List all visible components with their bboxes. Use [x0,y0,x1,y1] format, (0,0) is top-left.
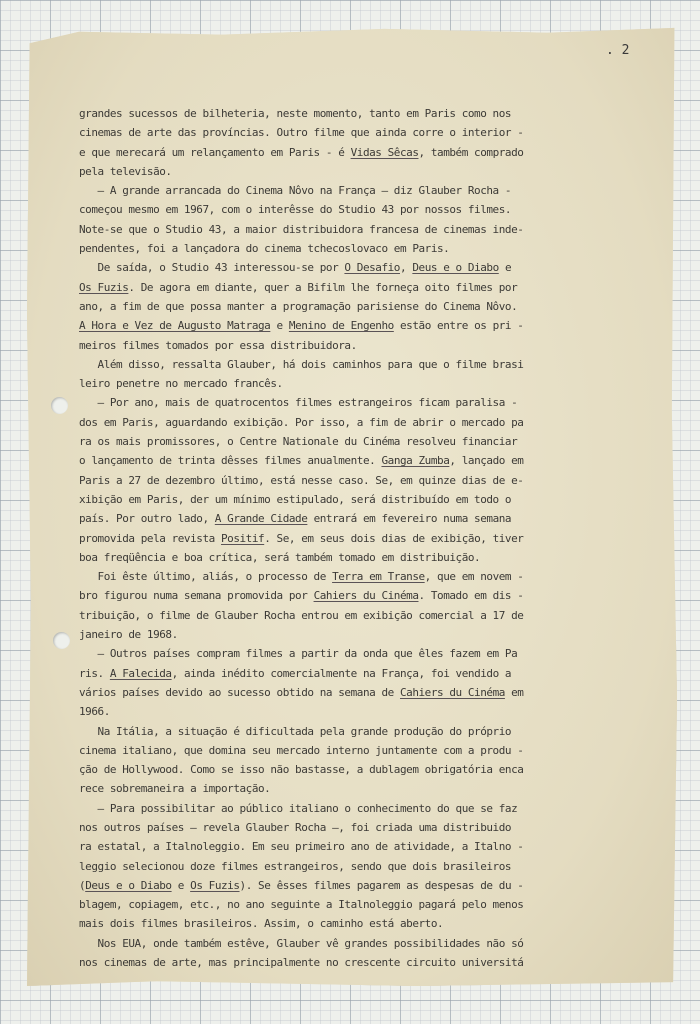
text-segment: , lançado em [449,454,524,468]
text-segment: pendentes, foi a lançadora do cinema tchecoslovaco em Paris. [79,242,450,256]
text-segment: — Outros países compram filmes a partir da onda que êles fazem em Pa [79,647,518,661]
text-line [79,278,639,297]
text-line [79,529,639,548]
text-segment: rece sobremaneira a importação. [79,782,271,796]
text-segment: , [399,261,413,275]
underlined-title: O Desafio [344,261,400,275]
text-line [79,741,639,760]
text-line [79,953,639,972]
text-line [79,374,639,393]
text-line [79,683,639,702]
text-segment: , também comprado [418,145,524,159]
text-line [79,413,639,432]
punch-hole-left-upper [51,397,68,414]
text-line [79,258,639,277]
underlined-title: Ganga Zumba [381,454,450,468]
underlined-title: A Grande Cidade [214,512,308,526]
text-line [79,895,639,914]
text-line [79,818,639,837]
underlined-title: A Falecida [109,666,172,680]
text-segment: , que em novem - [424,570,524,584]
text-segment: janeiro de 1968. [79,628,178,642]
text-line [79,722,639,741]
text-line [79,162,639,181]
text-segment: . De agora em diante, quer a Bifilm lhe forneça oito filmes por [128,280,518,294]
text-line [79,490,639,509]
text-line [79,181,639,200]
text-segment: Na Itália, a situação é dificultada pela grande produção do próprio [79,724,512,738]
text-segment: nos cinemas de arte, mas principalmente no crescente circuito universitá [79,956,524,970]
text-segment: tribuição, o filme de Glauber Rocha entrou em exibição comercial a 17 de [79,608,524,622]
text-segment: blagem, copiagem, etc., no ano seguinte a Italnoleggio pagará pelo menos [79,898,524,912]
document-body [79,104,639,972]
text-line [79,143,639,162]
text-line [79,355,639,374]
text-segment: Foi êste último, aliás, o processo de [79,570,333,584]
text-line [79,606,639,625]
underlined-title: Os Fuzis [79,280,129,294]
text-segment: promovida pela revista [79,531,221,545]
underlined-title: Terra em Transe [332,570,425,584]
text-segment: . Tomado em dis - [418,589,524,603]
text-line [79,876,639,895]
text-segment: vários países devido ao sucesso obtido na semana de [79,685,400,699]
text-segment: e [498,261,512,275]
text-line [79,509,639,528]
text-segment: pela televisão. [79,164,172,178]
text-line [79,625,639,644]
text-segment: e que merecará um relançamento em Paris - é [79,145,351,159]
text-segment: grandes sucessos de bilheteria, neste momento, tanto em Paris como nos [79,107,512,120]
text-segment: país. Por outro lado, [79,512,215,526]
text-segment: ris. [79,666,110,680]
text-segment: o lançamento de trinta dêsses filmes anualmente. [79,454,382,468]
punch-hole-left-lower [53,632,70,649]
underlined-title: Cahiers du Cinéma [313,589,419,603]
text-line [79,934,639,953]
text-segment: . Se, em seus dois dias de exibição, tiver [264,531,524,545]
text-segment: ano, a fim de que possa manter a programação parisiense do Cinema Nôvo. [79,299,518,313]
text-segment: Paris a 27 de dezembro último, está nesse caso. Se, em quinze dias de e- [79,473,524,487]
text-line [79,220,639,239]
underlined-title: Positif [220,531,265,545]
text-segment: Nos EUA, onde também estêve, Glauber vê grandes possibilidades não só [79,936,524,950]
underlined-title: Vidas Sêcas [350,145,419,159]
text-line [79,567,639,586]
text-segment: leiro penetre no mercado francês. [79,377,283,391]
text-segment: ção de Hollywood. Como se isso não bastasse, a dublagem obrigatória enca [79,763,524,777]
text-segment: nos outros países — revela Glauber Rocha —, foi criada uma distribuido [79,820,512,834]
text-segment: ra os mais promissores, o Centre Nationale du Cinéma resolveu financiar [79,435,518,449]
underlined-title: Deus e o Diabo [412,261,499,275]
text-segment: cinema italiano, que domina seu mercado interno juntamente com a produ - [79,743,524,757]
text-segment: — A grande arrancada do Cinema Nôvo na França — diz Glauber Rocha - [79,184,512,198]
text-line [79,548,639,567]
text-segment: Note-se que o Studio 43, a maior distribuidora francesa de cinemas inde- [79,222,524,236]
text-segment: entrará em fevereiro numa semana [307,512,512,526]
underlined-title: Os Fuzis [190,878,240,892]
text-line [79,702,639,721]
text-line [79,336,639,355]
text-segment: e [171,878,191,892]
text-line [79,239,639,258]
text-segment: dos em Paris, aguardando exibição. Por isso, a fim de abrir o mercado pa [79,415,524,429]
text-segment: ). Se êsses filmes pagarem as despesas de du - [239,878,524,892]
underlined-title: Deus e o Diabo [85,878,172,892]
text-segment: bro figurou numa semana promovida por [79,589,314,603]
text-segment: , ainda inédito comercialmente na França, foi vendido a [171,666,512,680]
text-segment: — Para possibilitar ao público italiano o conhecimento do que se faz [79,801,518,815]
text-segment: em [504,685,524,699]
text-segment: ( [79,878,86,892]
text-line [79,471,639,490]
text-segment: cinemas de arte das províncias. Outro filme que ainda corre o interior - [79,126,524,140]
text-segment: — Por ano, mais de quatrocentos filmes estrangeiros ficam paralisa - [79,396,518,410]
text-segment: 1966. [79,705,110,719]
text-line [79,586,639,605]
text-line [79,316,639,335]
text-line [79,432,639,451]
text-line [79,799,639,818]
text-segment: leggio selecionou doze filmes estrangeiros, sendo que dois brasileiros [79,859,512,873]
text-segment: e [270,319,289,333]
text-line [79,451,639,470]
text-segment: mais dois filmes brasileiros. Assim, o caminho está aberto. [79,917,444,931]
text-line [79,760,639,779]
text-segment: De saída, o Studio 43 interessou-se por [79,261,345,275]
text-line [79,104,639,123]
text-line [79,200,639,219]
text-line [79,664,639,683]
page-number: . 2 [606,43,630,58]
text-segment: começou mesmo em 1967, com o interêsse do Studio 43 por nossos filmes. [79,203,512,217]
text-line [79,393,639,412]
text-line [79,837,639,856]
text-line [79,644,639,663]
text-segment: ra estatal, a Italnoleggio. Em seu primeiro ano de atividade, a Italno - [79,840,524,854]
underlined-title: Menino de Engenho [288,319,394,333]
text-line [79,779,639,798]
text-line [79,123,639,142]
text-line [79,297,639,316]
text-segment: xibição em Paris, der um mínimo estipulado, será distribuído em todo o [79,492,512,506]
text-line [79,857,639,876]
text-segment: meiros filmes tomados por essa distribuidora. [79,338,357,352]
text-segment: estão entre os pri - [393,319,524,333]
text-segment: Além disso, ressalta Glauber, há dois caminhos para que o filme brasi [79,357,524,371]
text-line [79,914,639,933]
text-segment: boa freqüência e boa crítica, será também tomado em distribuição. [79,550,481,564]
underlined-title: Cahiers du Cinéma [399,685,505,699]
underlined-title: A Hora e Vez de Augusto Matraga [79,319,271,333]
